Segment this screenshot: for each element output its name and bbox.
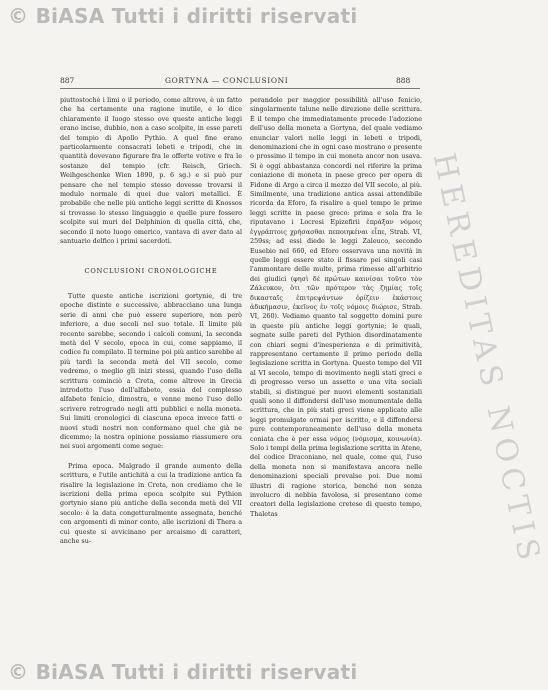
left-paragraph-2: Tutte queste antiche iscrizioni gortynie, di tre epoche distinte e successive, abbracciano una lunga serie di anni che può essere superiore, non però inferiore, a due secoli nel suo totale. Il limite più recente sarebbe, secondo i calcoli comuni, la seconda metà del V secolo, epoca in cui, come sappiamo, il codice fu compilato. Il termine poi più antico sarebbe al più tardi la seconda metà del VII secolo, come vedremo, o meglio gli inizi stessi, quando l'uso della scrittura cominciò a Creta, come altrove in Grecia introdotto l'uso dell'alfabeto, essia del complesso alfabeto fenicio, dimostra, e venne meno l'uso dello scrivere retrogrado negli atti pubblici e nella moneta. Sui limiti cronologici di ciascuna epoca invece fatti e nuovi studi nostri non conformano quel che già ne dicemmo; la nostra opinione possiamo riassumere ora nei suoi argomenti come segue: <box>60 291 242 451</box>
watermark-side-text: HEREDITAS NOCTIS <box>425 150 548 569</box>
watermark-top: © BiASA Tutti i diritti riservati <box>8 4 358 28</box>
page-number-right: 888 <box>396 76 411 85</box>
page-number-left: 887 <box>60 76 75 85</box>
watermark-side <box>420 150 548 570</box>
left-column <box>60 96 242 646</box>
watermark-bottom: © BiASA Tutti i diritti riservati <box>8 660 358 684</box>
left-paragraph-1: piuttostochè i limi o il periodo, come altrove, è un fatto che ha certamente una ragione inutile, e lo dice chiaramente il luogo stesso ove queste antiche leggi erano incise, dubbio, non a caso scolpite, in esse pareti del tempio di Apollo Pythio. A quel fine erano particolarmente consacrati lebeti e tripodi, che in quantità dovevano figurare fra le offerte votive e fra le sostanze del tempio (cfr. Reisch, Griech. Weihgeschenke Wien 1890, p. 6 sg.) e si può pur pensare che nel tempio stesso dovesse trovarsi il modulo normale di quei due valori metallici. È probabile che nelle più antiche leggi scritte di Knossos si trovasse lo stesso linguaggio e quelle pure fossero scolpite sui muri del Delphinion di quella città, che, secondo il noto luogo omerico, vantava di aver dato al santuario delfico i primi sacerdoti. <box>60 96 242 246</box>
running-title: GORTYNA — CONCLUSIONI <box>165 76 289 85</box>
header-rule <box>60 88 420 89</box>
section-heading: CONCLUSIONI CRONOLOGICHE <box>84 266 218 275</box>
right-column <box>250 96 422 646</box>
left-paragraph-3: Prima epoca. Malgrado il grande aumento della scrittura, e l'utile antichità a cui la tradizione antica fa risalire la legislazione in Creta, non crediamo che le iscrizioni della prima epoca scolpite sui Pythion gortynio siano più antiche della seconda metà del VII secolo: è la data congetturalmente assegnata, benché con argomenti di minor conto, alle iscrizioni di Thera a cui queste si avvicinano per arcaismo di caratteri, anche su- <box>60 461 242 546</box>
right-paragraph-1: perandole per maggior possibilità all'uso fenicio, singolarmente talune nelle direzione delle scrittura. È il tempo che immediatamente precede l'adozione dell'uso della moneta a Gortyna, del quale vediamo enunciar valori nelle leggi in lebeti e tripodi, denominazioni che in ogni caso mostrano o presente o prossimo il tempo in cui moneta ancor non usava. Si è oggi abbastanza concordi nel riferire la prima coniazione di moneta in paese greco per opera di Fidone di Argo a circa il mezzo del VII secolo, al più. Similmente, una tradizione antica assai attendibile ricorda da Eforo, fa risalire a quel tempo le prime leggi scritte in paese greco: prima e sola fra le riputavano i Locresi Epizefirii ἐπράξαν νόμοις ἐγγράπτοις χρήσασθαι πεποιηκέναι εἶπε, Strab. VI, 259ss; ad essi diede le leggi Zaleuco, secondo Eusebio nel 660, ed Eforo osservava una novità in quelle leggi essere stato il fissare pei singoli casi l'ammontare delle multe, prima rimesse all'arbitrio dei giudici (φησὶ δὲ πρώτων καινίσαι τοῦτο τὸν Ζάλευκον, ὅτι τῶν πρότερον τὰς ζημίας τοῖς δικασταῖς ἐπιτρεψάντων ὁρίζειν ἑκάστοις ἀδικήμασιν, ἐκεῖνος ἐν τοῖς νόμοις διώρισε, Strab. VI, 260). Vediamo quanto tal soggetto domini pure in queste più antiche leggi gortynie; le quali, segnate sulle pareti del Pythion disordinatamente con chiari segni d'inesperienza e di primitività, rappresentano certamente il primo periodo della legislazione scritta in Gortyna. Questo tempo del VII al VI secolo, tempo di movimento negli stati greci e di progresso verso un assetto e una vita sociali stabili, si distingue per nuovi elementi sostanziali quali sono il diffondersi dell'uso monumentale della scrittura, che in più stati greci viene applicato alle leggi promulgate ormai per iscritto, e il diffondersi pure contemporaneamente dell'uso della moneta coniata che è per essa νόμος (νόμισμα, κοινωνία). Solo i tempi della prima legislazione scritta in Atene, del codice Draconiano, nel quale, come qui, l'uso della moneta non si manifestava ancora nelle denominazioni speciali prevalse poi. Due nomi illustri di ragione storica, benché non senza involucro di nebbia favolosa, si presentano come creatori della legislazione cretese di questo tempo, Thaletas <box>250 96 422 518</box>
